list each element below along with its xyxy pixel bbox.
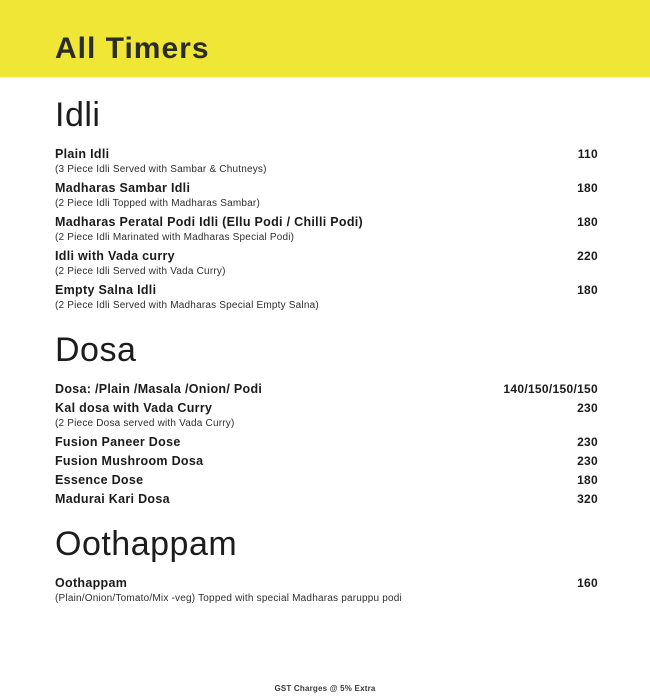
menu-item-name: Madharas Sambar Idli [55,181,191,195]
menu-item-desc: (2 Piece Idli Topped with Madharas Sambar) [55,198,260,209]
menu-item-desc: (2 Piece Idli Marinated with Madharas Special Podi) [55,232,295,243]
menu-item-name: Fusion Mushroom Dosa [55,454,204,468]
menu-item-price: 180 [577,473,598,487]
menu-item-desc: (2 Piece Dosa served with Vada Curry) [55,418,235,429]
menu-item [55,576,598,605]
menu-item-price: 140/150/150/150 [503,382,598,396]
section-idli [0,97,650,312]
section-dosa [0,332,650,506]
menu-item-price: 230 [577,401,598,415]
menu-item-name: Oothappam [55,576,128,590]
gst-note: GST Charges @ 5% Extra [274,684,376,693]
section-oothappam [0,526,650,605]
menu-item [55,401,598,430]
menu-item-price: 180 [577,215,598,229]
menu-item-name: Dosa: /Plain /Masala /Onion/ Podi [55,382,263,396]
menu-banner [0,0,650,77]
menu-item-desc: (2 Piece Idli Served with Madharas Special Empty Salna) [55,300,319,311]
section-title-idli: Idli [55,96,101,134]
menu-item-price: 230 [577,454,598,468]
menu-item [55,215,598,244]
menu-item-name: Essence Dose [55,473,144,487]
menu-item-price: 320 [577,492,598,506]
menu-item [55,454,598,468]
menu-item [55,181,598,210]
menu-item-price: 180 [577,283,598,297]
menu-item [55,492,598,506]
menu-item-desc: (2 Piece Idli Served with Vada Curry) [55,266,226,277]
menu-item-price: 180 [577,181,598,195]
menu-item-desc: (3 Piece Idli Served with Sambar & Chutneys) [55,164,267,175]
menu-item-name: Madurai Kari Dosa [55,492,170,506]
menu-item-name: Fusion Paneer Dose [55,435,181,449]
menu-item [55,435,598,449]
page-title: All Timers [55,32,210,65]
menu-item-desc: (Plain/Onion/Tomato/Mix -veg) Topped with special Madharas paruppu podi [55,593,402,604]
menu-item-name: Idli with Vada curry [55,249,175,263]
menu-item [55,382,598,396]
menu-item [55,249,598,278]
menu-item-price: 160 [577,576,598,590]
menu-item [55,473,598,487]
section-title-oothappam: Oothappam [55,525,238,563]
menu-item [55,147,598,176]
section-title-dosa: Dosa [55,331,137,369]
menu-item [55,283,598,312]
menu-item-name: Empty Salna Idli [55,283,157,297]
menu-item-price: 230 [577,435,598,449]
menu-item-name: Plain Idli [55,147,110,161]
menu-item-name: Kal dosa with Vada Curry [55,401,213,415]
menu-item-price: 220 [577,249,598,263]
menu-item-name: Madharas Peratal Podi Idli (Ellu Podi / Chilli Podi) [55,215,364,229]
menu-item-price: 110 [577,147,598,161]
